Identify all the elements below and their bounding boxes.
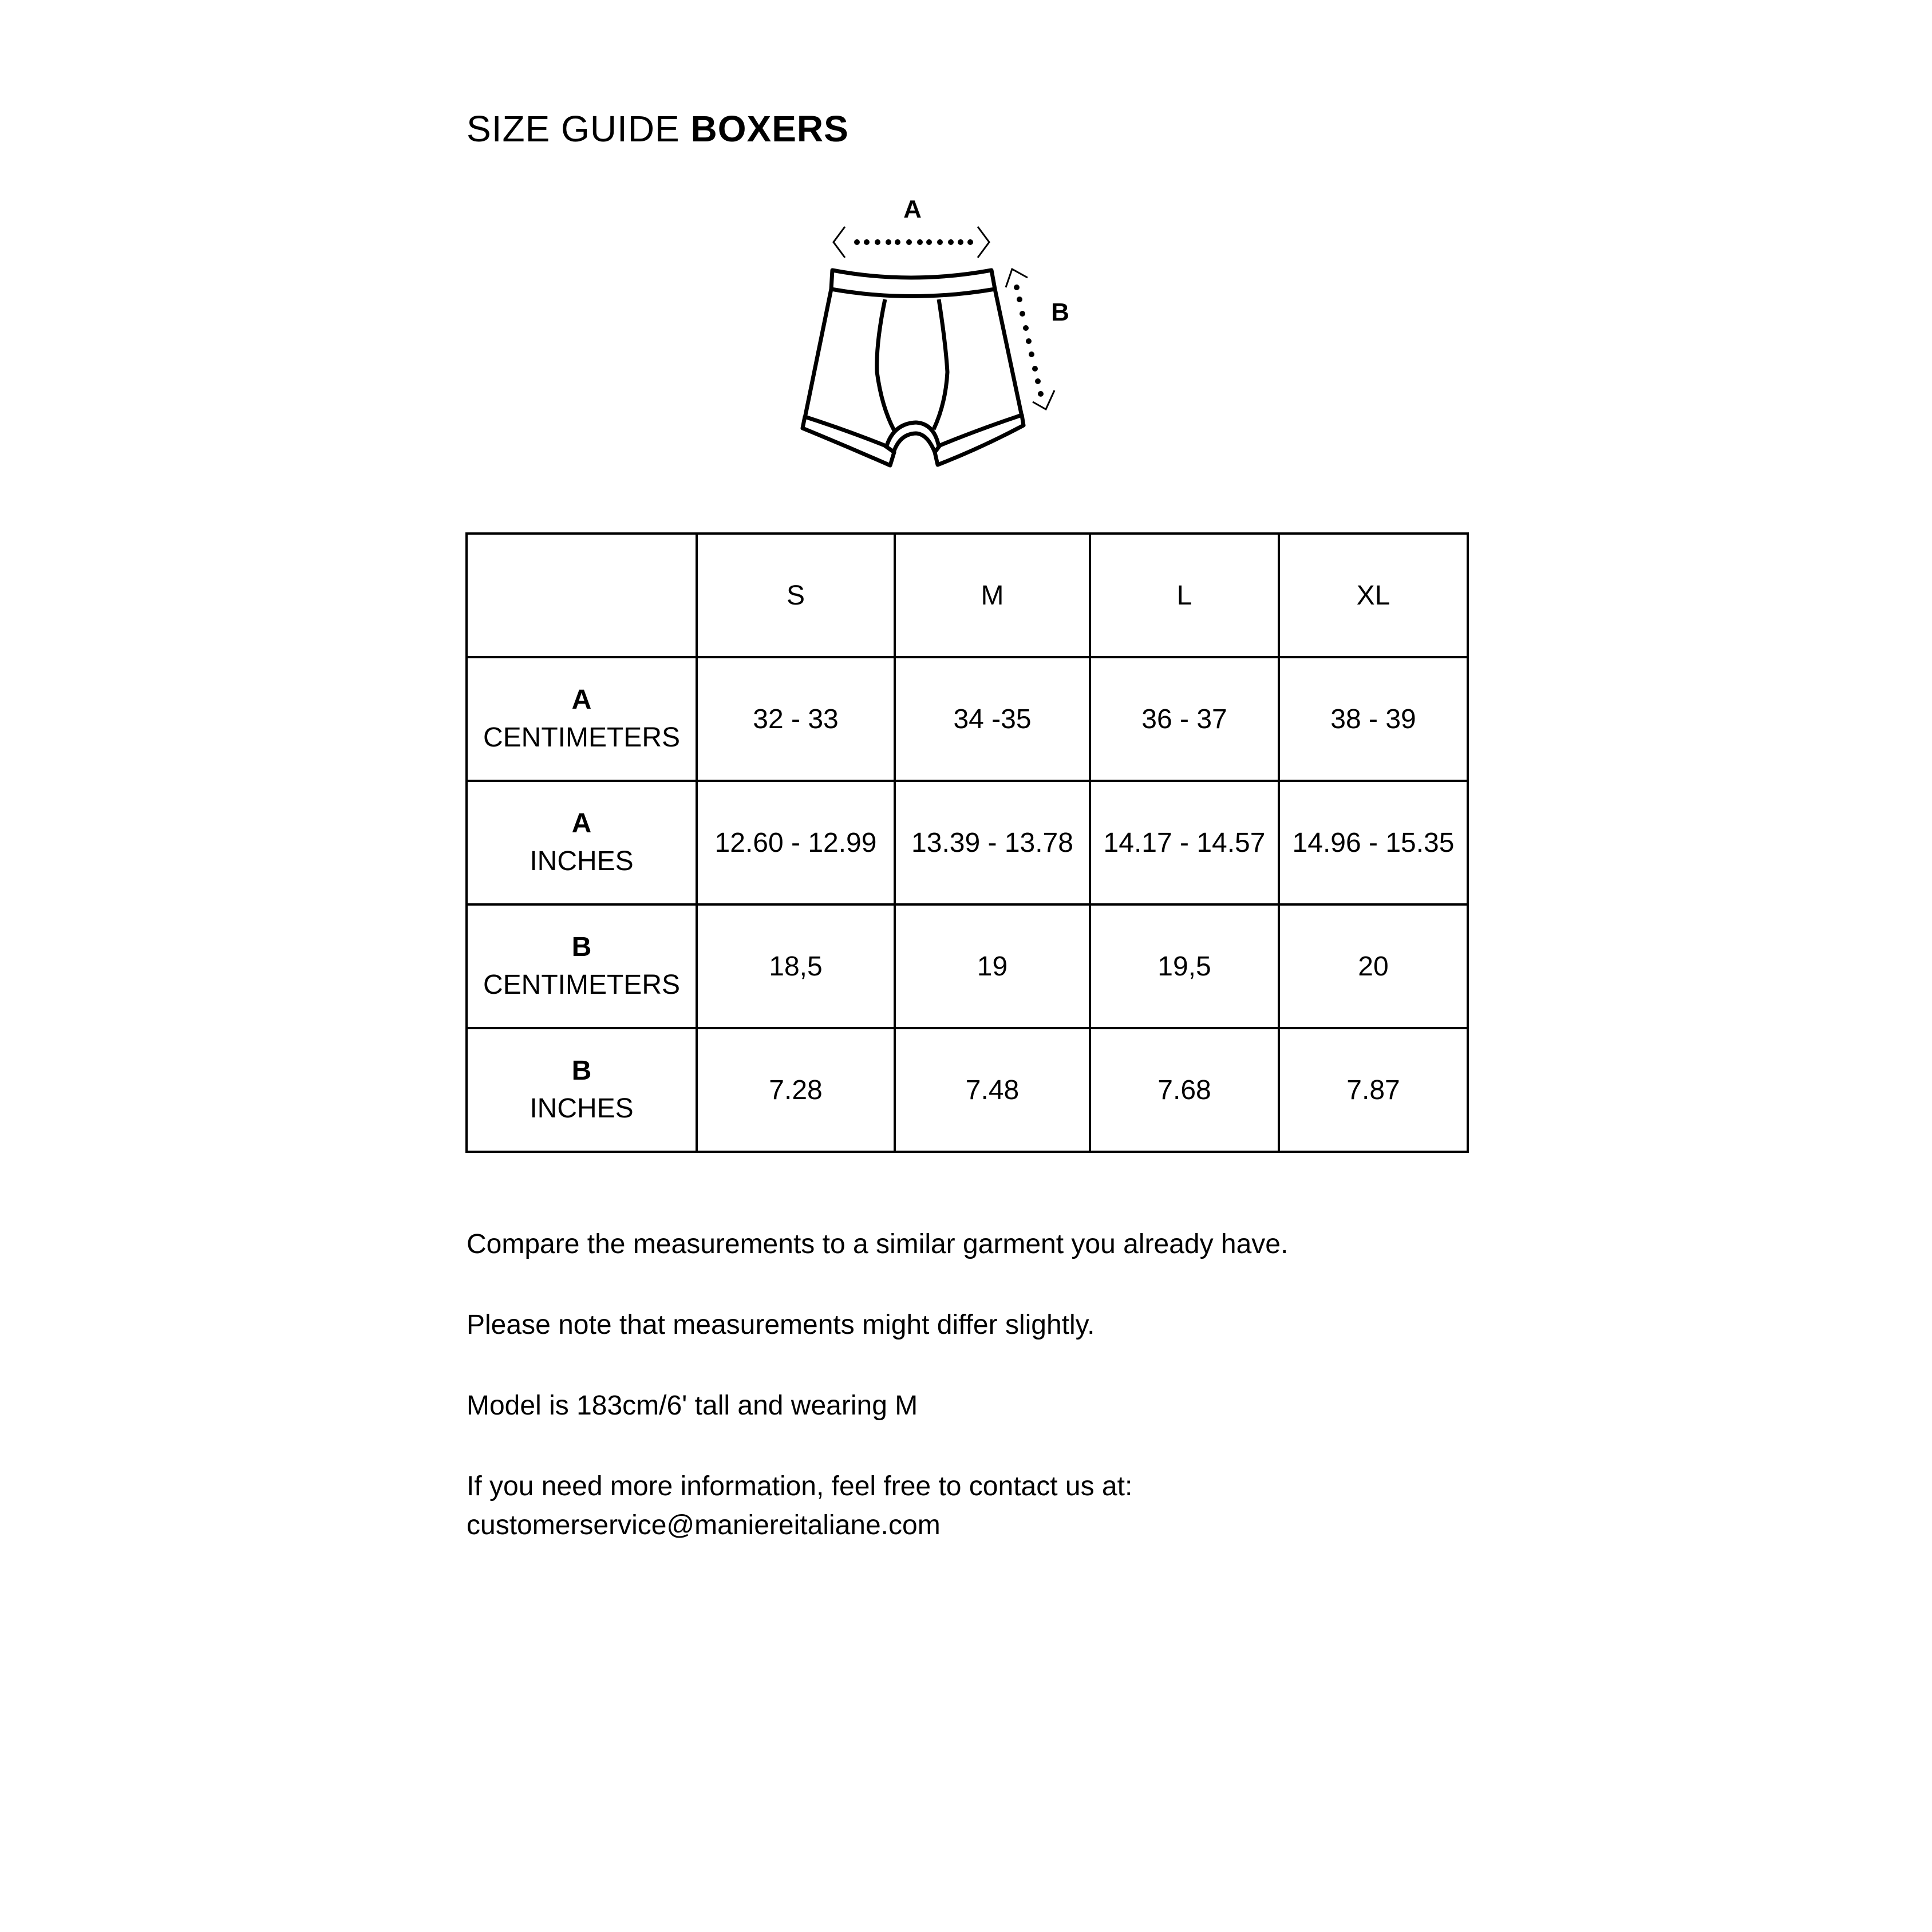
header-cell-xl: XL bbox=[1279, 534, 1468, 657]
row-unit: CENTIMETERS bbox=[483, 722, 680, 753]
table-cell: 18,5 bbox=[697, 904, 895, 1028]
row-letter: B bbox=[571, 932, 592, 962]
table-cell: 13.39 - 13.78 bbox=[895, 781, 1090, 904]
table-cell: 14.96 - 15.35 bbox=[1279, 781, 1468, 904]
row-header bbox=[467, 1028, 697, 1152]
table-row bbox=[467, 657, 1468, 781]
row-unit: INCHES bbox=[530, 1093, 634, 1124]
row-header bbox=[467, 781, 697, 904]
table-cell: 20 bbox=[1279, 904, 1468, 1028]
table-cell: 14.17 - 14.57 bbox=[1090, 781, 1279, 904]
table-cell: 38 - 39 bbox=[1279, 657, 1468, 781]
header-cell-l: L bbox=[1090, 534, 1279, 657]
table-cell: 19,5 bbox=[1090, 904, 1279, 1028]
header-cell-m: M bbox=[895, 534, 1090, 657]
row-unit: INCHES bbox=[530, 846, 634, 876]
note-model: Model is 183cm/6' tall and wearing M bbox=[467, 1390, 918, 1421]
header-cell-s: S bbox=[697, 534, 895, 657]
table-cell: 34 -35 bbox=[895, 657, 1090, 781]
table-row bbox=[467, 781, 1468, 904]
header-cell-empty bbox=[467, 534, 697, 657]
label-a: A bbox=[903, 195, 922, 223]
table-cell: 36 - 37 bbox=[1090, 657, 1279, 781]
table-cell: 32 - 33 bbox=[697, 657, 895, 781]
row-letter: A bbox=[571, 685, 592, 715]
page-title bbox=[467, 108, 849, 150]
table-cell: 7.48 bbox=[895, 1028, 1090, 1152]
note-differ: Please note that measurements might differ slightly. bbox=[467, 1310, 1095, 1340]
row-letter: B bbox=[571, 1056, 592, 1086]
boxer-diagram bbox=[790, 183, 1191, 481]
table-cell: 7.87 bbox=[1279, 1028, 1468, 1152]
row-letter: A bbox=[571, 808, 592, 839]
note-compare: Compare the measurements to a similar garment you already have. bbox=[467, 1229, 1289, 1259]
table-cell: 19 bbox=[895, 904, 1090, 1028]
contact-line: If you need more information, feel free to contact us at: bbox=[467, 1471, 1133, 1502]
row-header bbox=[467, 904, 697, 1028]
notes bbox=[467, 1225, 1611, 1587]
label-b: B bbox=[1051, 298, 1069, 326]
title-light: SIZE GUIDE bbox=[467, 108, 680, 149]
row-unit: CENTIMETERS bbox=[483, 970, 680, 1000]
note-contact bbox=[467, 1467, 1611, 1545]
size-table bbox=[465, 532, 1469, 1153]
table-header-row bbox=[467, 534, 1468, 657]
table-cell: 7.28 bbox=[697, 1028, 895, 1152]
table-row bbox=[467, 1028, 1468, 1152]
title-bold: BOXERS bbox=[690, 108, 849, 149]
table-cell: 12.60 - 12.99 bbox=[697, 781, 895, 904]
table-row bbox=[467, 904, 1468, 1028]
boxer-briefs-outline-icon bbox=[790, 183, 1191, 481]
row-header bbox=[467, 657, 697, 781]
table-cell: 7.68 bbox=[1090, 1028, 1279, 1152]
contact-email-link[interactable]: customerservice@maniereitaliane.com bbox=[467, 1510, 941, 1540]
